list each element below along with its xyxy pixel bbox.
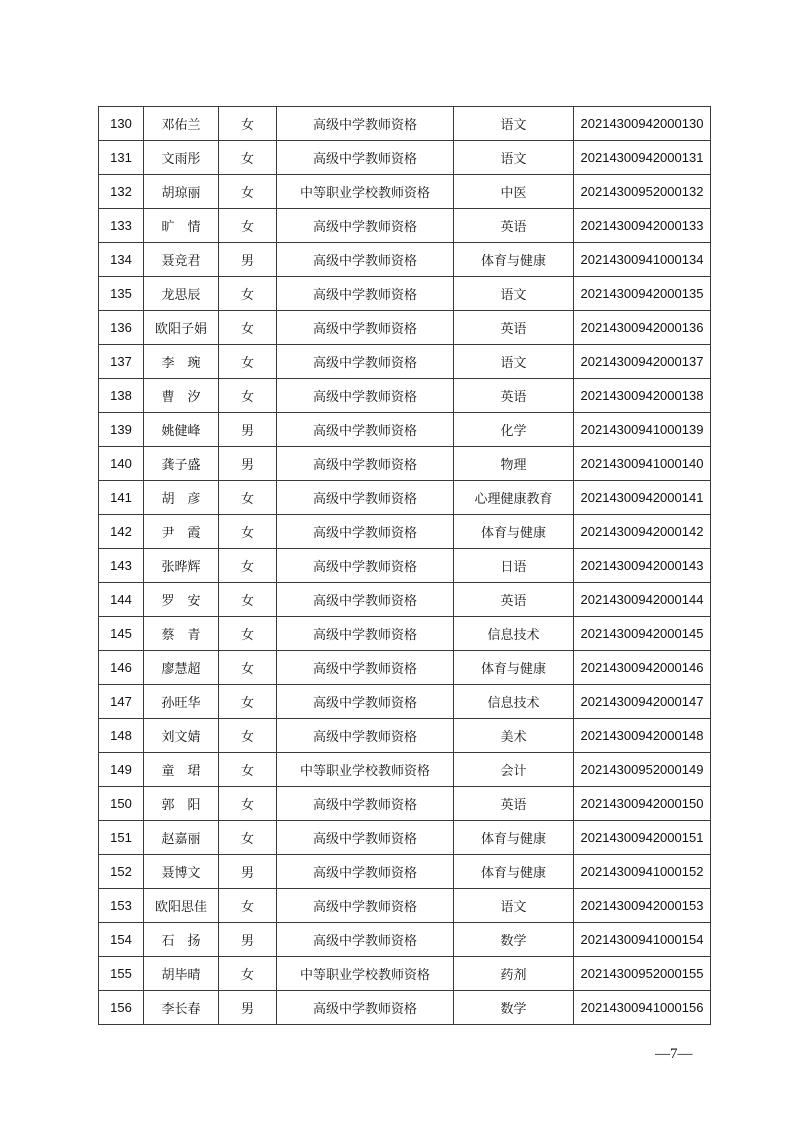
gender-cell: 男 [219,855,277,889]
certificate-number-cell: 20214300942000133 [574,209,711,243]
name-cell: 李长春 [144,991,219,1025]
table-row [99,311,711,345]
subject-cell: 体育与健康 [454,855,574,889]
roster-table-body [99,107,711,1025]
row-number-cell: 141 [99,481,144,515]
table-row [99,243,711,277]
qualification-cell: 高级中学教师资格 [277,923,454,957]
row-number-cell: 133 [99,209,144,243]
certificate-number-cell: 20214300941000152 [574,855,711,889]
qualification-cell: 中等职业学校教师资格 [277,753,454,787]
subject-cell: 中医 [454,175,574,209]
name-cell: 胡毕晴 [144,957,219,991]
row-number-cell: 149 [99,753,144,787]
qualification-cell: 高级中学教师资格 [277,651,454,685]
certificate-number-cell: 20214300942000148 [574,719,711,753]
row-number-cell: 152 [99,855,144,889]
table-row [99,957,711,991]
subject-cell: 体育与健康 [454,651,574,685]
qualification-cell: 高级中学教师资格 [277,515,454,549]
subject-cell: 信息技术 [454,685,574,719]
certificate-number-cell: 20214300942000135 [574,277,711,311]
subject-cell: 语文 [454,277,574,311]
row-number-cell: 131 [99,141,144,175]
certificate-number-cell: 20214300941000134 [574,243,711,277]
name-cell: 胡 彦 [144,481,219,515]
table-row [99,345,711,379]
table-row [99,277,711,311]
certificate-number-cell: 20214300942000137 [574,345,711,379]
gender-cell: 女 [219,107,277,141]
name-cell: 郭 阳 [144,787,219,821]
subject-cell: 语文 [454,889,574,923]
table-row [99,549,711,583]
name-cell: 欧阳子娟 [144,311,219,345]
name-cell: 聂博文 [144,855,219,889]
roster-table [98,106,711,1025]
certificate-number-cell: 20214300942000142 [574,515,711,549]
table-row [99,481,711,515]
certificate-number-cell: 20214300942000153 [574,889,711,923]
table-row [99,209,711,243]
gender-cell: 女 [219,549,277,583]
table-row [99,583,711,617]
page-number: —7— [655,1046,693,1062]
certificate-number-cell: 20214300942000147 [574,685,711,719]
name-cell: 欧阳思佳 [144,889,219,923]
row-number-cell: 156 [99,991,144,1025]
name-cell: 李 琬 [144,345,219,379]
row-number-cell: 155 [99,957,144,991]
certificate-number-cell: 20214300952000155 [574,957,711,991]
subject-cell: 会计 [454,753,574,787]
gender-cell: 女 [219,889,277,923]
table-row [99,719,711,753]
subject-cell: 心理健康教育 [454,481,574,515]
certificate-number-cell: 20214300942000145 [574,617,711,651]
gender-cell: 女 [219,583,277,617]
gender-cell: 女 [219,685,277,719]
row-number-cell: 144 [99,583,144,617]
qualification-cell: 高级中学教师资格 [277,243,454,277]
table-row [99,787,711,821]
name-cell: 胡琼丽 [144,175,219,209]
subject-cell: 语文 [454,107,574,141]
row-number-cell: 140 [99,447,144,481]
certificate-number-cell: 20214300941000156 [574,991,711,1025]
qualification-cell: 高级中学教师资格 [277,685,454,719]
table-row [99,515,711,549]
subject-cell: 药剂 [454,957,574,991]
certificate-number-cell: 20214300942000143 [574,549,711,583]
name-cell: 尹 霞 [144,515,219,549]
subject-cell: 化学 [454,413,574,447]
table-row [99,413,711,447]
gender-cell: 女 [219,617,277,651]
subject-cell: 体育与健康 [454,515,574,549]
row-number-cell: 145 [99,617,144,651]
gender-cell: 女 [219,515,277,549]
row-number-cell: 136 [99,311,144,345]
certificate-number-cell: 20214300941000139 [574,413,711,447]
row-number-cell: 150 [99,787,144,821]
table-row [99,175,711,209]
row-number-cell: 146 [99,651,144,685]
table-row [99,821,711,855]
qualification-cell: 高级中学教师资格 [277,447,454,481]
table-row [99,651,711,685]
name-cell: 姚健峰 [144,413,219,447]
row-number-cell: 154 [99,923,144,957]
gender-cell: 女 [219,481,277,515]
gender-cell: 女 [219,753,277,787]
table-row [99,753,711,787]
qualification-cell: 高级中学教师资格 [277,311,454,345]
qualification-cell: 高级中学教师资格 [277,991,454,1025]
table-row [99,685,711,719]
subject-cell: 语文 [454,141,574,175]
qualification-cell: 高级中学教师资格 [277,209,454,243]
subject-cell: 英语 [454,583,574,617]
row-number-cell: 132 [99,175,144,209]
certificate-number-cell: 20214300952000132 [574,175,711,209]
subject-cell: 数学 [454,923,574,957]
row-number-cell: 134 [99,243,144,277]
name-cell: 孙旺华 [144,685,219,719]
gender-cell: 女 [219,141,277,175]
qualification-cell: 高级中学教师资格 [277,345,454,379]
qualification-cell: 高级中学教师资格 [277,821,454,855]
row-number-cell: 153 [99,889,144,923]
gender-cell: 女 [219,345,277,379]
gender-cell: 女 [219,209,277,243]
certificate-number-cell: 20214300942000144 [574,583,711,617]
gender-cell: 男 [219,991,277,1025]
subject-cell: 英语 [454,787,574,821]
name-cell: 童 珺 [144,753,219,787]
row-number-cell: 139 [99,413,144,447]
subject-cell: 日语 [454,549,574,583]
certificate-number-cell: 20214300942000141 [574,481,711,515]
row-number-cell: 151 [99,821,144,855]
row-number-cell: 135 [99,277,144,311]
certificate-number-cell: 20214300942000130 [574,107,711,141]
row-number-cell: 142 [99,515,144,549]
qualification-cell: 高级中学教师资格 [277,855,454,889]
qualification-cell: 中等职业学校教师资格 [277,175,454,209]
subject-cell: 数学 [454,991,574,1025]
subject-cell: 信息技术 [454,617,574,651]
row-number-cell: 137 [99,345,144,379]
name-cell: 曹 汐 [144,379,219,413]
gender-cell: 男 [219,447,277,481]
gender-cell: 女 [219,311,277,345]
subject-cell: 美术 [454,719,574,753]
certificate-roster [98,106,710,1025]
row-number-cell: 138 [99,379,144,413]
gender-cell: 男 [219,243,277,277]
name-cell: 龚子盛 [144,447,219,481]
name-cell: 罗 安 [144,583,219,617]
qualification-cell: 高级中学教师资格 [277,141,454,175]
gender-cell: 女 [219,379,277,413]
qualification-cell: 高级中学教师资格 [277,549,454,583]
name-cell: 聂竞君 [144,243,219,277]
subject-cell: 体育与健康 [454,243,574,277]
subject-cell: 物理 [454,447,574,481]
qualification-cell: 高级中学教师资格 [277,277,454,311]
table-row [99,379,711,413]
name-cell: 刘文婧 [144,719,219,753]
subject-cell: 英语 [454,379,574,413]
table-row [99,889,711,923]
qualification-cell: 高级中学教师资格 [277,617,454,651]
name-cell: 旷 情 [144,209,219,243]
table-row [99,923,711,957]
gender-cell: 女 [219,957,277,991]
name-cell: 蔡 青 [144,617,219,651]
gender-cell: 女 [219,719,277,753]
table-row [99,991,711,1025]
certificate-number-cell: 20214300942000136 [574,311,711,345]
name-cell: 张晔辉 [144,549,219,583]
gender-cell: 女 [219,651,277,685]
qualification-cell: 高级中学教师资格 [277,583,454,617]
subject-cell: 体育与健康 [454,821,574,855]
name-cell: 龙思辰 [144,277,219,311]
name-cell: 廖慧超 [144,651,219,685]
subject-cell: 语文 [454,345,574,379]
row-number-cell: 143 [99,549,144,583]
name-cell: 文雨彤 [144,141,219,175]
qualification-cell: 高级中学教师资格 [277,889,454,923]
qualification-cell: 高级中学教师资格 [277,481,454,515]
certificate-number-cell: 20214300942000146 [574,651,711,685]
certificate-number-cell: 20214300941000154 [574,923,711,957]
qualification-cell: 中等职业学校教师资格 [277,957,454,991]
certificate-number-cell: 20214300942000150 [574,787,711,821]
certificate-number-cell: 20214300952000149 [574,753,711,787]
qualification-cell: 高级中学教师资格 [277,787,454,821]
qualification-cell: 高级中学教师资格 [277,379,454,413]
gender-cell: 男 [219,923,277,957]
gender-cell: 女 [219,821,277,855]
certificate-number-cell: 20214300941000140 [574,447,711,481]
certificate-number-cell: 20214300942000131 [574,141,711,175]
table-row [99,447,711,481]
row-number-cell: 147 [99,685,144,719]
name-cell: 石 扬 [144,923,219,957]
subject-cell: 英语 [454,209,574,243]
qualification-cell: 高级中学教师资格 [277,107,454,141]
row-number-cell: 130 [99,107,144,141]
gender-cell: 女 [219,787,277,821]
table-row [99,141,711,175]
gender-cell: 女 [219,175,277,209]
table-row [99,855,711,889]
qualification-cell: 高级中学教师资格 [277,413,454,447]
row-number-cell: 148 [99,719,144,753]
table-row [99,617,711,651]
table-row [99,107,711,141]
gender-cell: 男 [219,413,277,447]
gender-cell: 女 [219,277,277,311]
certificate-number-cell: 20214300942000151 [574,821,711,855]
subject-cell: 英语 [454,311,574,345]
certificate-number-cell: 20214300942000138 [574,379,711,413]
name-cell: 赵嘉丽 [144,821,219,855]
qualification-cell: 高级中学教师资格 [277,719,454,753]
name-cell: 邓佑兰 [144,107,219,141]
